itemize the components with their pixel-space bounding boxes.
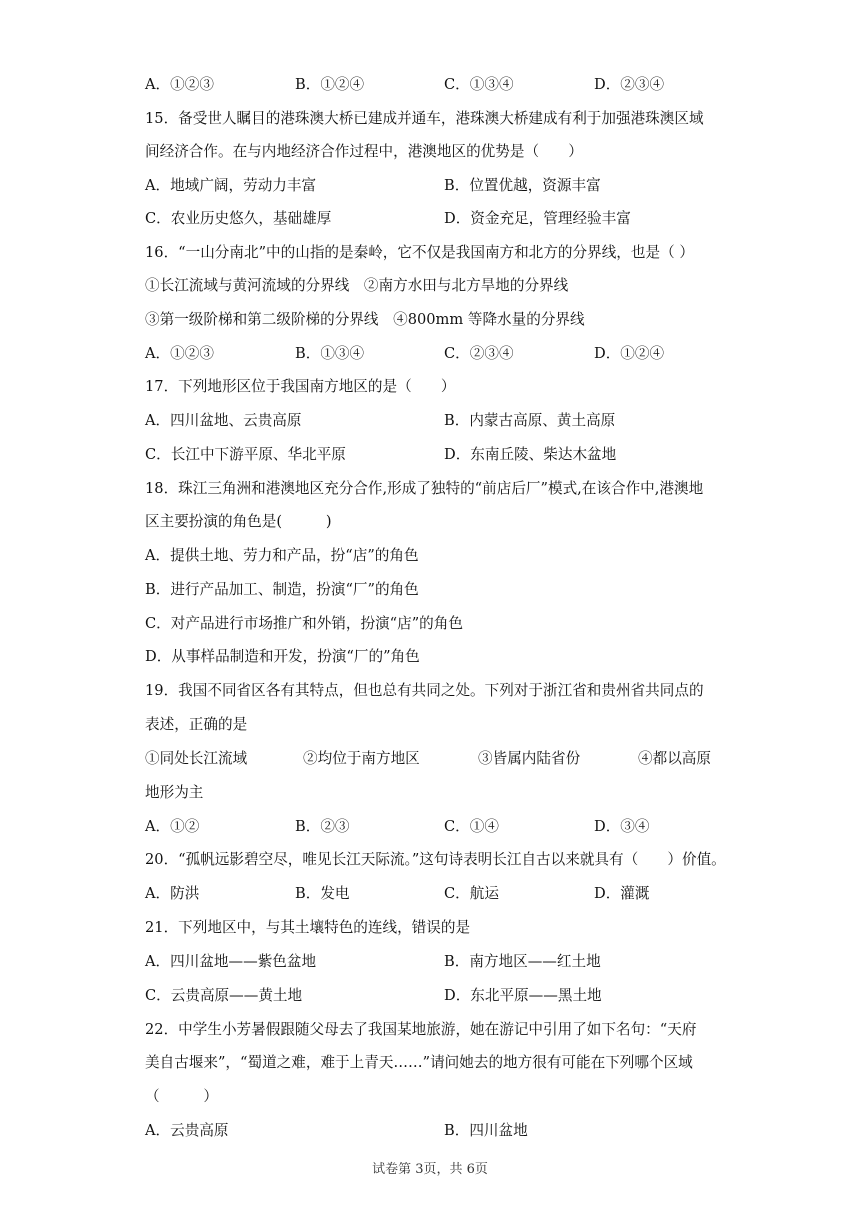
q21-option-b: B．南方地区——红土地 xyxy=(444,953,601,970)
q22-stem: 22．中学生小芳暑假跟随父母去了我国某地旅游，她在游记中引用了如下名句：“天府 xyxy=(145,1021,697,1038)
q15-stem: 15．备受世人瞩目的港珠澳大桥已建成并通车，港珠澳大桥建成有利于加强港珠澳区域 xyxy=(145,110,704,127)
q19-option-d: D．③④ xyxy=(594,818,650,835)
q14-option-c: C．①③④ xyxy=(444,76,514,93)
q21-option-a: A．四川盆地——紫色盆地 xyxy=(145,953,317,970)
q21-option-c: C．云贵高原——黄土地 xyxy=(145,987,303,1004)
q18-option-c: C．对产品进行市场推广和外销，扮演“店”的角色 xyxy=(145,615,463,632)
q19-option-b: B．②③ xyxy=(295,818,350,835)
q19-item-1: ①同处长江流域 xyxy=(145,750,248,767)
q22-option-b: B．四川盆地 xyxy=(444,1122,528,1139)
q17-option-c: C．长江中下游平原、华北平原 xyxy=(145,446,346,463)
q16-items-1: ①长江流域与黄河流域的分界线 ②南方水田与北方旱地的分界线 xyxy=(145,277,569,294)
q16-option-a: A．①②③ xyxy=(145,345,214,362)
q17-option-b: B．内蒙古高原、黄土高原 xyxy=(444,412,616,429)
q19-item-2: ②均位于南方地区 xyxy=(303,750,420,767)
q14-option-b: B．①②④ xyxy=(295,76,365,93)
q15-option-d: D．资金充足，管理经验丰富 xyxy=(444,210,631,227)
q17-option-d: D．东南丘陵、柴达木盆地 xyxy=(444,446,617,463)
q14-option-a: A．①②③ xyxy=(145,76,214,93)
q17-option-a: A．四川盆地、云贵高原 xyxy=(145,412,302,429)
q14-option-d: D．②③④ xyxy=(594,76,665,93)
q19-item-4: ④都以高原 xyxy=(638,750,711,767)
q15-option-b: B．位置优越，资源丰富 xyxy=(444,177,601,194)
q19-item-3: ③皆属内陆省份 xyxy=(478,750,581,767)
q15-stem-cont: 间经济合作。在与内地经济合作过程中，港澳地区的优势是（ ） xyxy=(145,143,583,160)
q19-option-a: A．①② xyxy=(145,818,200,835)
q19-stem: 19．我国不同省区各有其特点，但也总有共同之处。下列对于浙江省和贵州省共同点的 xyxy=(145,682,704,699)
page-footer: 试卷第 3页，共 6页 xyxy=(372,1162,488,1177)
q16-stem: 16．“一山分南北”中的山指的是秦岭，它不仅是我国南方和北方的分界线，也是（ ） xyxy=(145,244,694,261)
q20-option-b: B．发电 xyxy=(295,885,350,902)
q19-option-c: C．①④ xyxy=(444,818,499,835)
q16-items-2: ③第一级阶梯和第二级阶梯的分界线 ④800mm 等降水量的分界线 xyxy=(145,311,585,328)
q16-option-d: D．①②④ xyxy=(594,345,665,362)
q16-option-c: C．②③④ xyxy=(444,345,514,362)
q19-items-cont: 地形为主 xyxy=(145,784,204,801)
q20-stem: 20．“孤帆远影碧空尽，唯见长江天际流。”这句诗表明长江自古以来就具有（ ）价值。 xyxy=(145,851,726,868)
q18-option-d: D．从事样品制造和开发，扮演“厂的”角色 xyxy=(145,648,420,665)
q20-option-a: A．防洪 xyxy=(145,885,200,902)
q18-option-a: A．提供土地、劳力和产品，扮“店”的角色 xyxy=(145,547,419,564)
q22-stem-cont: 美自古堰来”，“蜀道之难，难于上青天……”请问她去的地方很有可能在下列哪个区域 xyxy=(145,1054,693,1071)
q16-option-b: B．①③④ xyxy=(295,345,365,362)
q19-stem-cont: 表述，正确的是 xyxy=(145,716,248,733)
q20-option-c: C．航运 xyxy=(444,885,499,902)
q17-stem: 17．下列地形区位于我国南方地区的是（ ） xyxy=(145,378,456,395)
q18-stem-cont: 区主要扮演的角色是( ) xyxy=(145,513,332,530)
q21-option-d: D．东北平原——黑土地 xyxy=(444,987,602,1004)
q18-option-b: B．进行产品加工、制造，扮演“厂”的角色 xyxy=(145,581,419,598)
q20-option-d: D．灌溉 xyxy=(594,885,650,902)
q18-stem: 18．珠江三角洲和港澳地区充分合作,形成了独特的“前店后厂”模式,在该合作中,港澳地 xyxy=(145,480,704,497)
q22-stem-cont-2: （ ） xyxy=(145,1088,218,1105)
q21-stem: 21．下列地区中，与其土壤特色的连线，错误的是 xyxy=(145,919,471,936)
q22-option-a: A．云贵高原 xyxy=(145,1122,229,1139)
q15-option-c: C．农业历史悠久，基础雄厚 xyxy=(145,210,332,227)
q15-option-a: A．地域广阔，劳动力丰富 xyxy=(145,177,317,194)
